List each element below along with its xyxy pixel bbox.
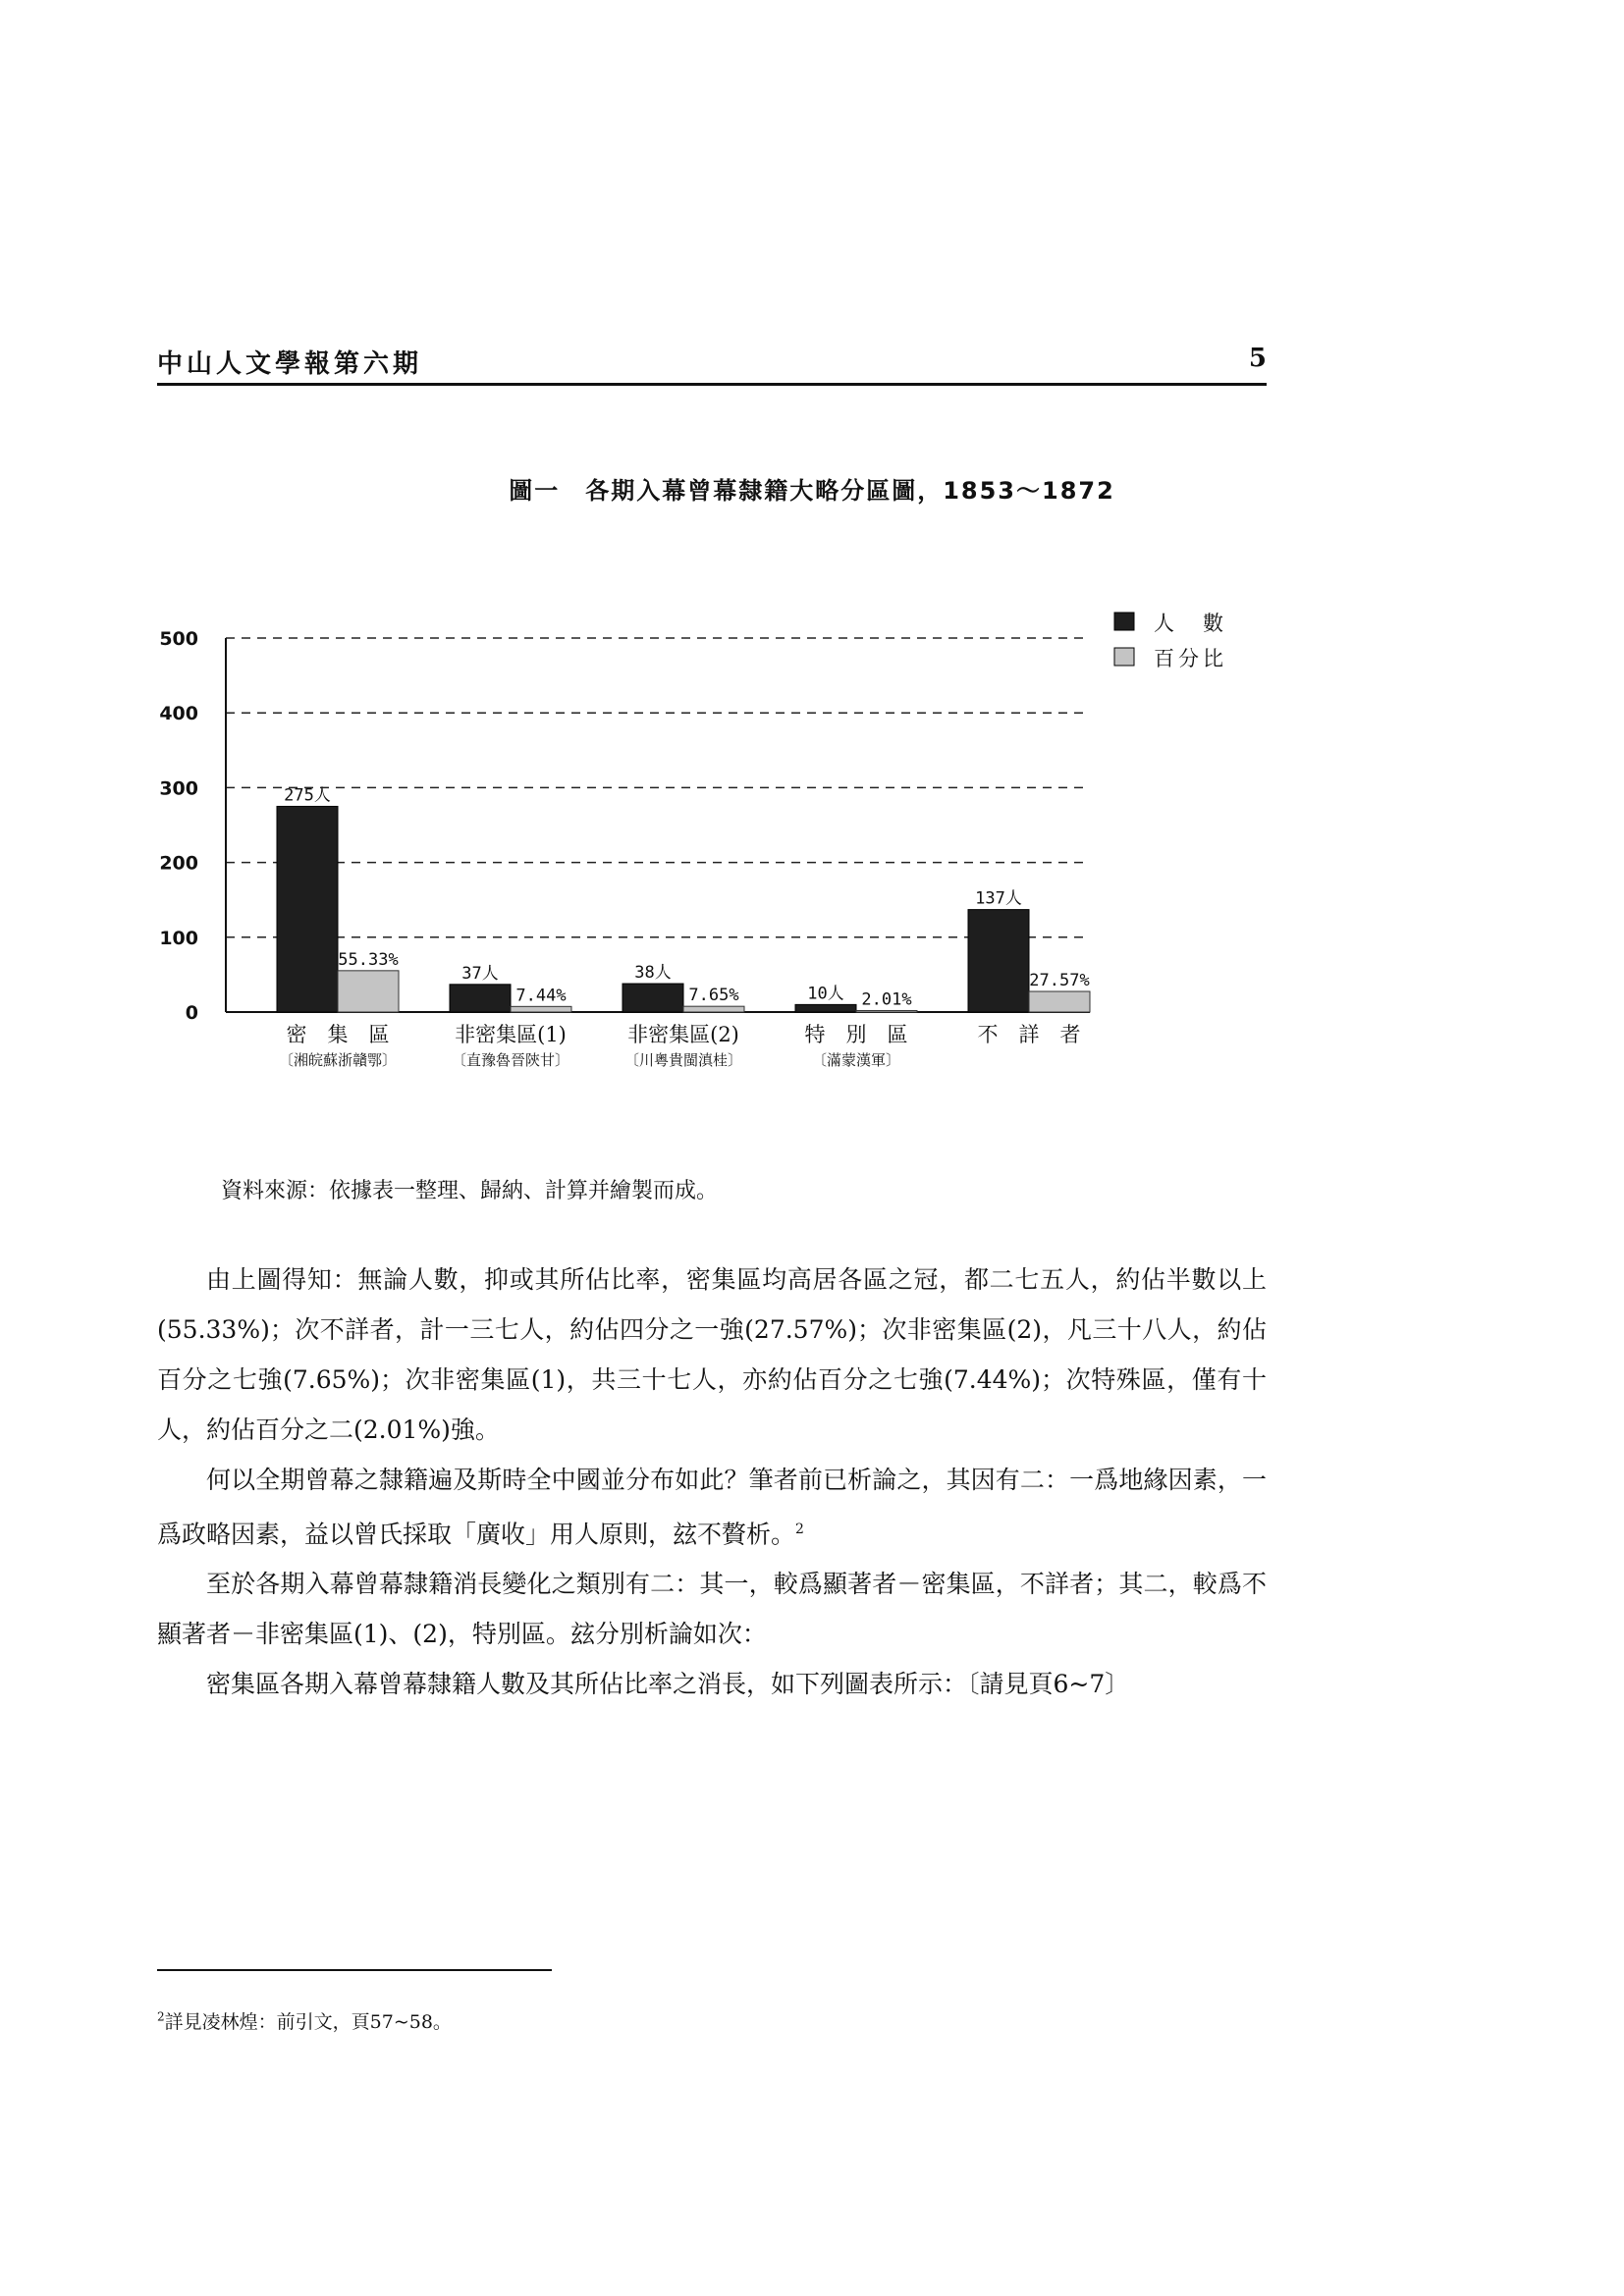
body-text	[157, 1255, 1267, 1709]
figure-title: 圖一 各期入幕曾幕隸籍大略分區圖，1853～1872	[509, 477, 1115, 505]
y-tick-label: 400	[159, 703, 198, 725]
bar-count	[968, 910, 1029, 1012]
data-label-count: 38人	[634, 963, 672, 984]
bar-percent	[338, 971, 399, 1012]
category-label: 特 別 區	[804, 1023, 908, 1046]
footnote-mark: 2	[157, 2009, 165, 2024]
bar-count	[450, 985, 511, 1012]
data-label-percent: 2.01%	[861, 989, 912, 1010]
bar-count	[795, 1004, 856, 1012]
paragraph: 至於各期入幕曾幕隸籍消長變化之類別有二：其一，較爲顯著者－密集區，不詳者；其二，較爲不顯著者－非密集區(1)、(2)，特別區。玆分別析論如次：	[157, 1570, 1267, 1649]
data-label-percent: 27.57%	[1029, 970, 1090, 990]
bar-count	[277, 806, 338, 1012]
data-label-count: 37人	[461, 963, 499, 984]
category-subtitle: 〔湘皖蘇浙贛鄂〕	[278, 1051, 398, 1069]
data-label-percent: 7.44%	[515, 986, 567, 1006]
legend-label: 百分比	[1154, 647, 1227, 670]
figure-source: 資料來源：依據表一整理、歸納、計算并繪製而成。	[221, 1179, 719, 1203]
category-subtitle: 〔直豫魯晉陝甘〕	[451, 1051, 570, 1069]
paragraph: 由上圖得知：無論人數，抑或其所佔比率，密集區均高居各區之冠，都二七五人，約佔半數以上(55.33%)；次不詳者，計一三七人，約佔四分之一強(27.57%)；次非密集區(2)，凡三十八人，約佔百分之七強(7.65%)；次非密集區(1)，共三十七人，亦約佔百分之七強(7.44%)；次特殊區，僅有十人，約佔百分之二(2.01%)強。	[157, 1265, 1267, 1444]
paragraph-text: 何以全期曾幕之隸籍遍及斯時全中國並分布如此？筆者前已析論之，其因有二：一爲地緣因素，一爲政略因素，益以曾氏採取「廣收」用人原則，玆不贅析。	[157, 1466, 1267, 1549]
running-header	[157, 344, 1267, 386]
footnote-reference[interactable]: 2	[795, 1522, 804, 1537]
y-tick-label: 200	[159, 852, 198, 875]
data-label-count: 10人	[807, 984, 844, 1004]
bar-percent	[683, 1006, 744, 1012]
y-tick-label: 0	[185, 1002, 198, 1024]
paragraph	[157, 1455, 1267, 1559]
legend-label: 人 數	[1154, 612, 1227, 635]
footnote-divider	[157, 1969, 552, 1971]
page-number: 5	[1248, 344, 1267, 373]
footnote	[157, 2007, 452, 2034]
legend-swatch	[1114, 613, 1134, 630]
data-label-percent: 55.33%	[338, 949, 399, 970]
category-label: 非密集區(1)	[455, 1023, 567, 1046]
data-label-count: 137人	[975, 888, 1022, 909]
category-subtitle: 〔滿蒙漢軍〕	[811, 1051, 901, 1069]
bar-count	[623, 984, 683, 1012]
journal-title: 中山人文學報第六期	[157, 349, 423, 379]
bar-percent	[511, 1006, 571, 1012]
footnote-text: 詳見凌林煌：前引文，頁57~58。	[164, 2011, 452, 2033]
y-tick-label: 300	[159, 777, 198, 800]
legend-swatch	[1114, 648, 1134, 666]
bar-percent	[1029, 991, 1090, 1012]
category-label: 密 集 區	[286, 1023, 390, 1046]
data-label-count: 275人	[284, 785, 331, 806]
y-tick-label: 500	[159, 628, 198, 650]
category-label: 不 詳 者	[977, 1023, 1081, 1046]
paragraph: 密集區各期入幕曾幕隸籍人數及其所佔比率之消長，如下列圖表所示：〔請見頁6~7〕	[206, 1670, 1130, 1699]
bar-chart	[147, 599, 1276, 1090]
data-label-percent: 7.65%	[688, 986, 739, 1006]
category-label: 非密集區(2)	[627, 1023, 739, 1046]
y-tick-label: 100	[159, 927, 198, 949]
category-subtitle: 〔川粵貴閩滇桂〕	[623, 1051, 743, 1069]
bar-percent	[856, 1010, 917, 1012]
